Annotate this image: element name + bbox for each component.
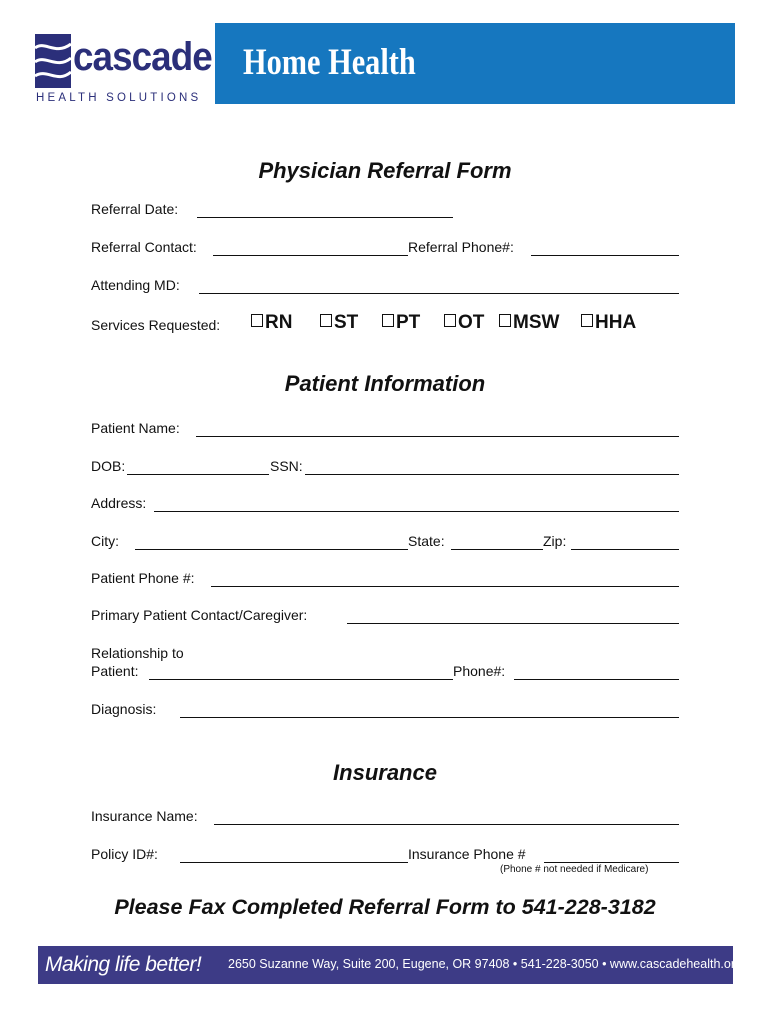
primary-contact-field[interactable] [347, 623, 679, 624]
checkbox-icon [320, 314, 332, 327]
logo-wordmark: cascade [73, 35, 212, 79]
policy-id-field[interactable] [180, 862, 408, 863]
footer-address: 2650 Suzanne Way, Suite 200, Eugene, OR 97408 • 541-228-3050 • www.cascadehealth.org [228, 957, 742, 971]
dob-label: DOB: [91, 458, 126, 474]
diagnosis-field[interactable] [180, 717, 679, 718]
attending-md-label: Attending MD: [91, 277, 180, 293]
service-checkbox-rn[interactable]: RN [251, 312, 292, 334]
insurance-section-title: Insurance [333, 760, 437, 785]
patient-section-title: Patient Information [284, 371, 486, 396]
service-checkbox-st[interactable]: ST [320, 312, 358, 334]
referral-phone-label: Referral Phone#: [408, 239, 514, 255]
referral-date-label: Referral Date: [91, 201, 179, 217]
relationship-phone-label: Phone#: [453, 663, 506, 679]
referral-contact-label: Referral Contact: [91, 239, 197, 255]
checkbox-icon [382, 314, 394, 327]
patient-phone-field[interactable] [211, 586, 679, 587]
state-label: State: [408, 533, 445, 549]
services-label: Services Requested: [91, 317, 221, 333]
patient-name-field[interactable] [196, 436, 679, 437]
footer-band [38, 946, 742, 984]
checkbox-icon [581, 314, 593, 327]
service-checkbox-hha[interactable]: HHA [581, 312, 636, 334]
ssn-field[interactable] [305, 474, 679, 475]
ssn-label: SSN: [270, 458, 303, 474]
insurance-phone-label: Insurance Phone # [408, 846, 526, 862]
referral-phone-field[interactable] [531, 255, 679, 256]
relationship-label-line2: Patient: [91, 663, 139, 679]
service-checkbox-ot[interactable]: OT [444, 312, 484, 334]
checkbox-icon [499, 314, 511, 327]
attending-md-field[interactable] [199, 293, 679, 294]
patient-name-label: Patient Name: [91, 420, 180, 436]
insurance-phone-note: (Phone # not needed if Medicare) [500, 864, 649, 875]
insurance-name-label: Insurance Name: [91, 808, 198, 824]
city-field[interactable] [135, 549, 408, 550]
primary-contact-label: Primary Patient Contact/Caregiver: [91, 607, 308, 623]
state-field[interactable] [451, 549, 543, 550]
checkbox-icon [444, 314, 456, 327]
zip-field[interactable] [571, 549, 679, 550]
relationship-field[interactable] [149, 679, 453, 680]
referral-contact-field[interactable] [213, 255, 408, 256]
referral-date-field[interactable] [197, 217, 453, 218]
header-band [215, 23, 735, 104]
logo-subtitle: HEALTH SOLUTIONS [36, 92, 202, 104]
address-field[interactable] [154, 511, 679, 512]
insurance-name-field[interactable] [214, 824, 679, 825]
zip-label: Zip: [543, 533, 567, 549]
logo [35, 30, 210, 110]
patient-phone-label: Patient Phone #: [91, 570, 195, 586]
relationship-phone-field[interactable] [514, 679, 679, 680]
address-label: Address: [91, 495, 147, 511]
city-label: City: [91, 533, 119, 549]
wave-mark-icon [35, 34, 71, 88]
band-title: Home Health [243, 42, 416, 83]
insurance-phone-field[interactable] [544, 862, 679, 863]
service-checkbox-msw[interactable]: MSW [499, 312, 559, 334]
checkbox-icon [251, 314, 263, 327]
form-title: Physician Referral Form [258, 158, 512, 183]
policy-id-label: Policy ID#: [91, 846, 158, 862]
diagnosis-label: Diagnosis: [91, 701, 157, 717]
dob-field[interactable] [127, 474, 269, 475]
relationship-label-line1: Relationship to [91, 645, 184, 661]
service-checkbox-pt[interactable]: PT [382, 312, 420, 334]
footer-tagline: Making life better! [45, 953, 202, 976]
fax-instructions: Please Fax Completed Referral Form to 541-228-3182 [114, 895, 656, 919]
